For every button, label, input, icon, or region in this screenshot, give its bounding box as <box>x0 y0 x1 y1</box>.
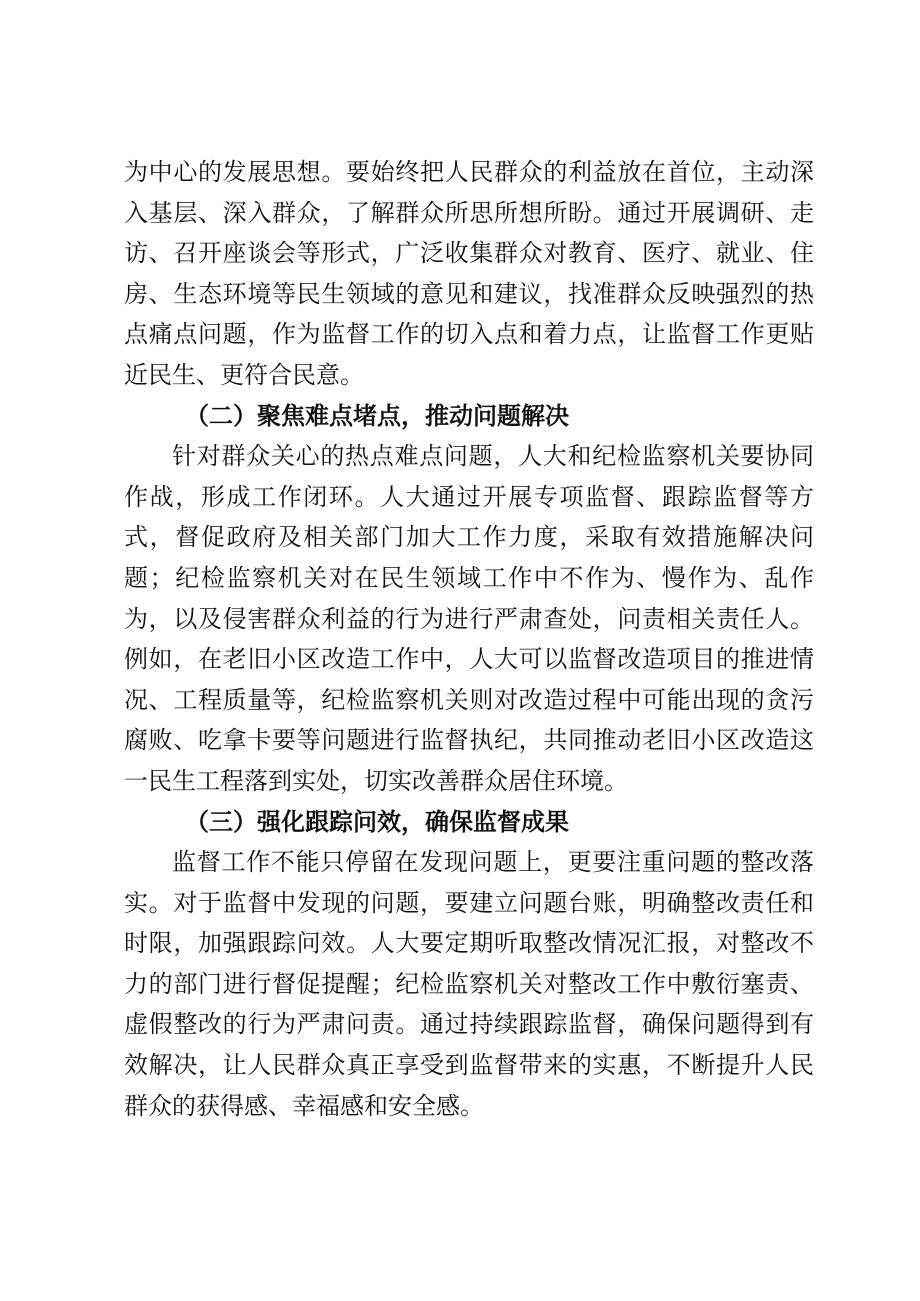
section-heading-2: （二）聚焦难点堵点，推动问题解决 <box>185 401 569 430</box>
section-3-paragraph: 监督工作不能只停留在发现问题上，更要注重问题的整改落实。对于监督中发现的问题，要建立问题台账，明确整改责任和时限，加强跟踪问效。人大要定期听取整改情况汇报，对整改不力的部门进行督促提醒；纪检监察机关对整改工作中敷衍塞责、虚假整改的行为严肃问责。通过持续跟踪监督，确保问题得到有效解决，让人民群众真正享受到监督带来的实惠，不断提升人民群众的获得感、幸福感和安全感。 <box>124 848 814 1120</box>
document-body <box>124 152 814 1126</box>
section-heading-3: （三）强化跟踪问效，确保监督成果 <box>185 807 569 836</box>
paragraph-continuation: 为中心的发展思想。要始终把人民群众的利益放在首位，主动深入基层、深入群众，了解群众所思所想所盼。通过开展调研、走访、召开座谈会等形式，广泛收集群众对教育、医疗、就业、住房、生态环境等民生领域的意见和建议，找准群众反映强烈的热点痛点问题，作为监督工作的切入点和着力点，让监督工作更贴近民生、更符合民意。 <box>124 158 814 389</box>
section-2-paragraph: 针对群众关心的热点难点问题，人大和纪检监察机关要协同作战，形成工作闭环。人大通过开展专项监督、跟踪监督等方式，督促政府及相关部门加大工作力度，采取有效措施解决问题；纪检监察机关对在民生领域工作中不作为、慢作为、乱作为，以及侵害群众利益的行为进行严肃查处，问责相关责任人。例如，在老旧小区改造工作中，人大可以监督改造项目的推进情况、工程质量等，纪检监察机关则对改造过程中可能出现的贪污腐败、吃拿卡要等问题进行监督执纪，共同推动老旧小区改造这一民生工程落到实处，切实改善群众居住环境。 <box>124 442 814 795</box>
